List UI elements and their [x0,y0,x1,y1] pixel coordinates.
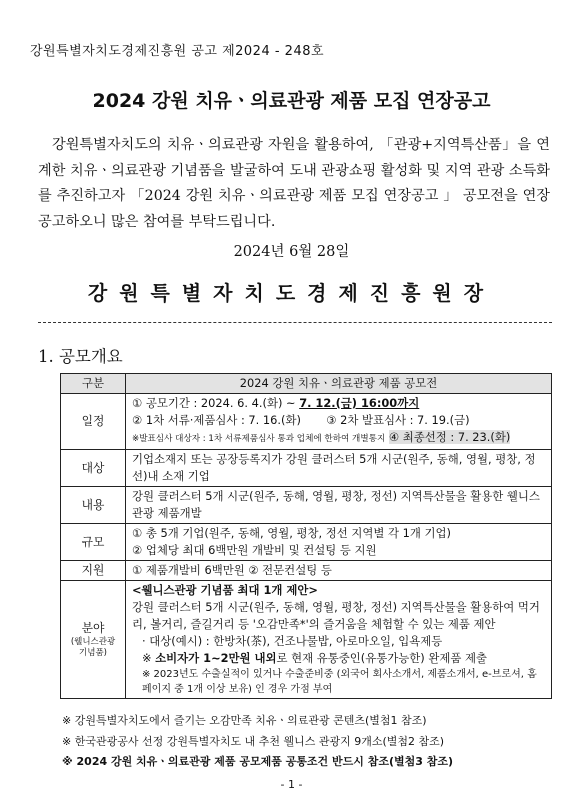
field-export-note: ※ 2023년도 수출실적이 있거나 수출준비중 (외국어 회사소개서, 제품소개서, e-브로셔, 홈페이지 중 1개 이상 보유) 인 경우 가점 부여 [142,669,537,695]
reference-3: ※ 2024 강원 치유ㆍ의료관광 제품 공모제품 공통조건 반드시 참조(별첨3 참조) [62,755,454,768]
field-example: · 대상(예시) : 한방차(茶), 건조나물밥, 아로마오일, 입욕제등 [142,634,443,648]
schedule-line-3 [132,429,545,448]
schedule-cell [126,394,552,450]
schedule-line-2: ② 1차 서류·제품심사 : 7. 16.(화) ③ 2차 발표심사 : 7. 19.(금) [132,413,470,427]
scale-line-1: ① 총 5개 기업(원주, 동해, 영월, 평창, 정선 지역별 각 1개 기업) [132,526,451,540]
scale-cell [126,524,552,561]
table-row [61,394,552,450]
table-row [61,561,552,581]
field-heading: <웰니스관광 기념품 최대 1개 제안> [132,583,318,597]
schedule-note: ※발표심사 대상자 : 1차 서류제품심사 통과 업체에 한하여 개별통지 [132,434,386,444]
content-text: 강원 클러스터 5개 시군(원주, 동해, 영월, 평창, 정선) 지역특산물을 활용한 웰니스관광 제품개발 [126,487,552,524]
target-label: 대상 [61,450,126,487]
table-row [61,487,552,524]
scale-line-2: ② 업체당 최대 6백만원 개발비 및 컨설팅 등 지원 [132,543,377,557]
announcement-date: 2024년 6월 28일 [233,244,350,260]
support-label: 지원 [61,561,126,581]
price-mark: ※ [142,651,156,665]
schedule-line-1 [132,395,545,412]
schedule-label: 일정 [61,394,126,450]
signer-name: 강원특별자치도경제진흥원장 [87,281,496,305]
field-sublabel: (웰니스관광 기념품) [70,637,116,658]
support-text: ① 제품개발비 6백만원 ② 전문컨설팅 등 [126,561,552,581]
dashed-divider [38,322,552,323]
table-row [61,524,552,561]
reference-1: ※ 강원특별자치도에서 즐기는 오감만족 치유ㆍ의료관광 콘텐츠(별첨1 참조) [62,714,427,727]
field-cell [126,581,552,699]
notice-number: 강원특별자치도경제진흥원 공고 제2024 - 248호 [30,44,325,59]
price-desc: 로 현재 유통중인(유통가능한) 완제품 제출 [276,651,487,665]
header-label: 구분 [61,374,126,394]
schedule-period: ① 공모기간 : 2024. 6. 4.(화) ~ [132,396,300,410]
table-row [61,581,552,699]
schedule-deadline: 7. 12.(금) 16:00까지 [299,396,420,410]
reference-2: ※ 한국관광공사 선정 강원특별자치도 내 추천 웰니스 관광지 9개소(별첨2 참조) [62,735,445,748]
scale-label: 규모 [61,524,126,561]
outline-table [60,373,552,699]
page-number: - 1 - [280,778,303,791]
price-range: 소비자가 1~2만원 내외 [155,651,277,665]
schedule-final: ④ 최종선정 : 7. 23.(화) [388,430,511,444]
field-price [132,650,545,667]
page-title: 2024 강원 치유ㆍ의료관광 제품 모집 연장공고 [92,90,491,112]
announcement-body: 강원특별자치도의 치유ㆍ의료관광 자원을 활용하여, 「관광+지역특산품」을 연계한 치유ㆍ의료관광 기념품을 발굴하여 도내 관광쇼핑 활성화 및 지역 관광 소득화를 추진하고자 「2024 강원 치유ㆍ의료관광 제품 모집 연장공고 」 공모전을 연장공고하오니 많은 참여를 부탁드립니다. [38,137,550,230]
field-text: 강원 클러스터 5개 시군(원주, 동해, 영월, 평창, 정선) 지역특산물을 활용하여 먹거리, 볼거리, 즐길거리 등 '오감만족*'의 즐거움을 체험할 수 있는 제품 제안 [132,600,540,631]
header-value: 2024 강원 치유ㆍ의료관광 제품 공모전 [126,374,552,394]
section-title: 1. 공모개요 [38,347,123,366]
table-header-row [61,374,552,394]
content-label: 내용 [61,487,126,524]
field-label: 분야 [81,621,105,635]
table-row [61,450,552,487]
field-label-cell [61,581,126,699]
target-text: 기업소재지 또는 공장등록지가 강원 클러스터 5개 시군(원주, 동해, 영월, 평창, 정선)내 소재 기업 [126,450,552,487]
